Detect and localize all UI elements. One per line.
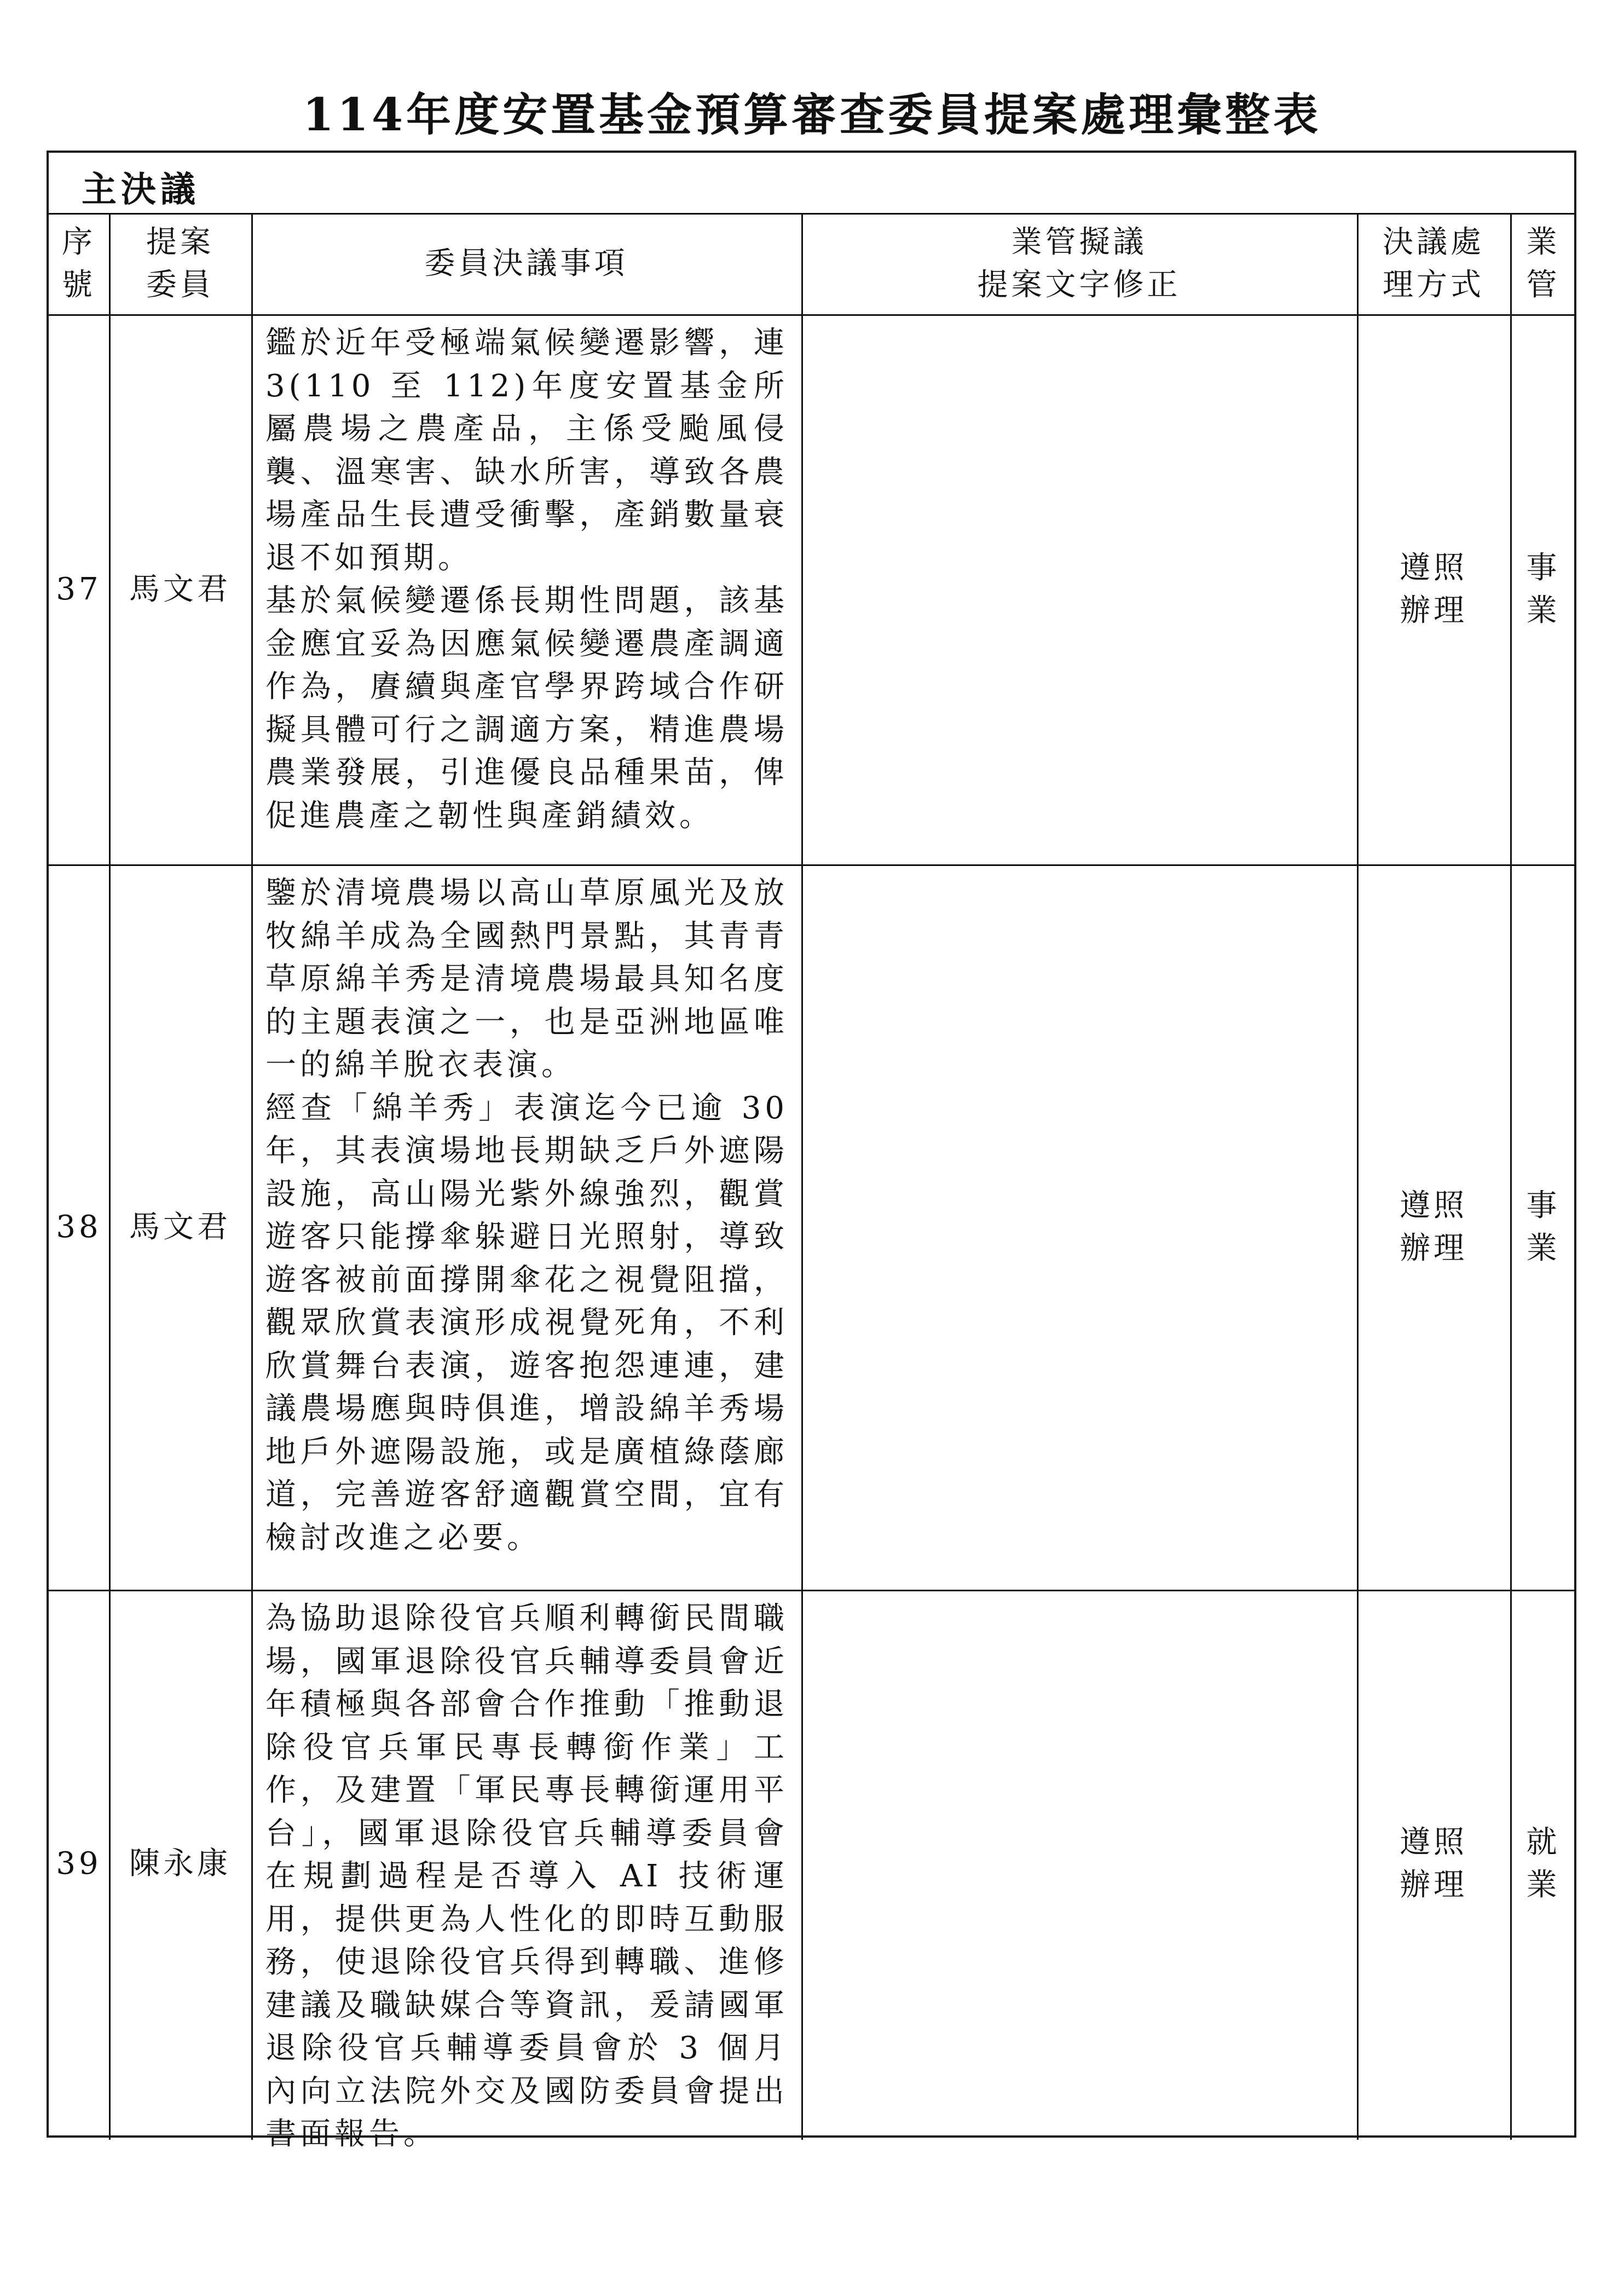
header-proposer: 提案 委員 <box>146 224 214 303</box>
row-handling: 遵照 辦理 <box>1400 1187 1467 1266</box>
row-dept: 就 業 <box>1526 1824 1561 1903</box>
row-handling: 遵照 辦理 <box>1400 1824 1467 1903</box>
header-handling: 決議處 理方式 <box>1383 224 1484 303</box>
row-dept: 事 業 <box>1526 550 1561 628</box>
header-resolution: 委員決議事項 <box>424 245 628 281</box>
resolution-paragraph: 鑒於清境農場以高山草原風光及放牧綿羊成為全國熱門景點，其青青草原綿羊秀是清境農場最具知名度的主題表演之一，也是亞洲地區唯一的綿羊脫衣表演。 <box>265 875 788 1083</box>
header-suggestion: 業管擬議 提案文字修正 <box>977 224 1181 303</box>
row-seq: 39 <box>56 1845 102 1881</box>
resolution-paragraph: 為協助退除役官兵順利轉銜民間職場，國軍退除役官兵輔導委員會近年積極與各部會合作推動「推動退除役官兵軍民專長轉銜作業」工作，及建置「軍民專長轉銜運用平台」，國軍退除役官兵輔導委員會在規劃過程是否導入 AI 技術運用，提供更為人性化的即時互動服務，使退除役官兵得到轉職、進修建議及職缺媒合等資訊，爰請國軍退除役官兵輔導委員會於 3 個月內向立法院外交及國防委員會提出書面報告。 <box>265 1601 788 2152</box>
row-seq: 37 <box>56 571 102 607</box>
row-handling: 遵照 辦理 <box>1400 550 1467 628</box>
row-suggestion <box>801 314 1357 864</box>
row-proposer: 馬文君 <box>129 1209 231 1245</box>
document-title: 114年度安置基金預算審查委員提案處理彙整表 <box>302 89 1322 141</box>
row-suggestion <box>801 864 1357 1590</box>
header-seq: 序 號 <box>62 224 96 303</box>
header-dept: 業 管 <box>1526 224 1561 303</box>
row-resolution <box>251 864 801 1590</box>
row-resolution <box>251 1590 801 2152</box>
row-seq: 38 <box>56 1209 102 1245</box>
resolution-paragraph: 基於氣候變遷係長期性問題，該基金應宜妥為因應氣候變遷農產調適作為，賡續與產官學界跨域合作研擬具體可行之調適方案，精進農場農業發展，引進優良品種果苗，俾促進農產之韌性與產銷績效。 <box>265 583 788 834</box>
row-proposer: 馬文君 <box>129 571 231 607</box>
row-dept: 事 業 <box>1526 1187 1561 1266</box>
proposal-table <box>47 151 1576 2152</box>
row-suggestion <box>801 1590 1357 2138</box>
section-label: 主決議 <box>82 169 200 210</box>
row-proposer: 陳永康 <box>129 1845 231 1881</box>
resolution-paragraph: 經查「綿羊秀」表演迄今已逾 30 年，其表演場地長期缺乏戶外遮陽設施，高山陽光紫外線強烈，觀賞遊客只能撐傘躲避日光照射，導致遊客被前面撐開傘花之視覺阻擋，觀眾欣賞表演形成視覺死角，不利欣賞舞台表演，遊客抱怨連連，建議農場應與時俱進，增設綿羊秀場地戶外遮陽設施，或是廣植綠蔭廊道，完善遊客舒適觀賞空間，宜有檢討改進之必要。 <box>265 1090 788 1556</box>
resolution-paragraph: 鑑於近年受極端氣候變遷影響，連3(110 至 112)年度安置基金所屬農場之農產品，主係受颱風侵襲、溫寒害、缺水所害，導致各農場產品生長遭受衝擊，產銷數量衰退不如預期。 <box>265 325 788 576</box>
row-resolution <box>251 314 801 864</box>
